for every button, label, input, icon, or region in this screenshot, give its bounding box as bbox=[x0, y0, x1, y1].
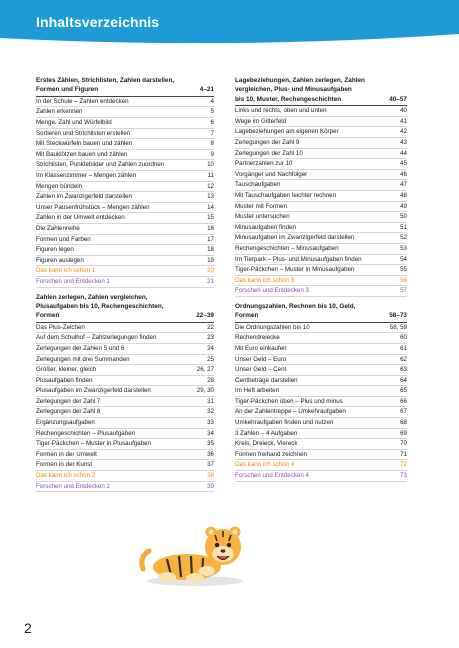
toc-entry-title: Tiger-Päckchen – Muster in Plusaufgaben bbox=[36, 440, 151, 448]
toc-entry-title: Ergänzungsaufgaben bbox=[36, 419, 95, 427]
toc-entry-title: Centbeträge darstellen bbox=[235, 376, 298, 384]
toc-entry-title: Formen in der Umwelt bbox=[36, 450, 97, 458]
toc-entry-title: Zahlen erkennen bbox=[36, 108, 83, 116]
toc-entry-page: 4 bbox=[210, 97, 214, 105]
toc-entry-title: Figuren auslegen bbox=[36, 256, 84, 264]
toc-entry bbox=[36, 407, 214, 418]
section-page-range: 40–57 bbox=[389, 95, 407, 103]
toc-entry-page: 63 bbox=[400, 366, 407, 374]
toc-entry-page: 34 bbox=[207, 429, 214, 437]
toc-entry bbox=[36, 355, 214, 366]
toc-column-right bbox=[235, 76, 407, 487]
toc-entry-page: 32 bbox=[207, 408, 214, 416]
toc-entry-title: Plusaufgaben im Zwanzigerfeld darstellen bbox=[36, 387, 151, 395]
toc-entry-page: 14 bbox=[207, 203, 214, 211]
toc-entry-page: 5 bbox=[210, 108, 214, 116]
toc-entry-title: Unser Geld – Cent bbox=[235, 366, 287, 374]
toc-entry bbox=[36, 97, 214, 108]
toc-entry bbox=[235, 138, 407, 149]
toc-entry bbox=[36, 235, 214, 246]
toc-entry-page: 25 bbox=[207, 355, 214, 363]
toc-entry-page: 8 bbox=[210, 140, 214, 148]
toc-entry bbox=[235, 418, 407, 429]
toc-entry-page: 56 bbox=[400, 276, 407, 284]
toc-entry bbox=[36, 139, 214, 150]
toc-entry-title: Umkehraufgaben finden und nutzen bbox=[235, 419, 334, 427]
toc-entry-title: Im Heft arbeiten bbox=[235, 387, 280, 395]
toc-entry-page: 12 bbox=[207, 182, 214, 190]
toc-entry-page: 10 bbox=[207, 161, 214, 169]
toc-entry-page: 55 bbox=[400, 266, 407, 274]
toc-entry bbox=[235, 233, 407, 244]
toc-entry bbox=[235, 429, 407, 440]
toc-entry bbox=[36, 129, 214, 140]
section-heading bbox=[235, 76, 407, 104]
section-heading-line: Zahlen zerlegen, Zahlen vergleichen, bbox=[36, 293, 148, 301]
toc-entry-page: 29, 30 bbox=[196, 387, 214, 395]
toc-entry-title: Rechengeschichten – Plusaufgaben bbox=[36, 429, 136, 437]
toc-entry bbox=[36, 418, 214, 429]
toc-entry bbox=[36, 397, 214, 408]
toc-entry-page: 26, 27 bbox=[196, 366, 214, 374]
section-heading-line: bis 10, Muster, Rechengeschichten bbox=[235, 95, 342, 103]
toc-entry-page: 33 bbox=[207, 419, 214, 427]
toc-entry bbox=[235, 365, 407, 376]
section-heading bbox=[235, 302, 407, 321]
toc-entry-page: 18 bbox=[207, 246, 214, 254]
toc-section-3 bbox=[235, 76, 407, 297]
toc-entry-page: 71 bbox=[400, 450, 407, 458]
toc-entry-page: 11 bbox=[207, 171, 214, 179]
toc-entry-page: 53 bbox=[400, 244, 407, 252]
toc-entry-title: Das kann ich schon 1 bbox=[36, 267, 96, 275]
toc-entry-title: Das kann ich schon 4 bbox=[235, 461, 295, 469]
toc-entry bbox=[36, 182, 214, 193]
toc-section-2 bbox=[36, 293, 214, 493]
toc-entry-page: 58, 59 bbox=[389, 323, 407, 331]
toc-entry-page: 46 bbox=[400, 170, 407, 178]
toc-entry-page: 36 bbox=[207, 450, 214, 458]
toc-entry-page: 40 bbox=[400, 107, 407, 115]
toc-entry-title: Rechendreiecke bbox=[235, 334, 280, 342]
toc-entry-page: 67 bbox=[400, 408, 407, 416]
toc-entry bbox=[36, 107, 214, 118]
section-heading-line: Formen bbox=[235, 312, 259, 320]
toc-entry bbox=[36, 224, 214, 235]
toc-entry bbox=[36, 256, 214, 267]
toc-entry bbox=[235, 450, 407, 461]
toc-entry-page: 16 bbox=[207, 224, 214, 232]
section-heading-text bbox=[235, 76, 365, 104]
toc-entry bbox=[36, 386, 214, 397]
toc-entry bbox=[36, 482, 214, 493]
toc-entry-title: Rechengeschichten – Minusaufgaben bbox=[235, 244, 339, 252]
section-heading-line: vergleichen, Plus- und Minusaufgaben bbox=[235, 86, 352, 94]
toc-entry bbox=[36, 429, 214, 440]
toc-entry-title: Muster untersuchen bbox=[235, 213, 290, 221]
toc-entry-page: 49 bbox=[400, 202, 407, 210]
toc-entry-title: Unser Pausenfrühstück – Mengen zählen bbox=[36, 203, 150, 211]
toc-entry-page: 7 bbox=[210, 129, 214, 137]
toc-entry-title: Lagebeziehungen am eigenen Körper bbox=[235, 128, 339, 136]
toc-entry bbox=[235, 276, 407, 287]
toc-entry-page: 37 bbox=[207, 461, 214, 469]
toc-entry bbox=[36, 323, 214, 334]
toc-entry bbox=[36, 333, 214, 344]
toc-entry-title: Zerlegungen mit drei Summanden bbox=[36, 355, 130, 363]
toc-entry-title: Forschen und Entdecken 2 bbox=[36, 482, 110, 490]
toc-entry-page: 61 bbox=[400, 344, 407, 352]
toc-entry-page: 43 bbox=[400, 139, 407, 146]
toc-entry-title: 3 Zahlen – 4 Aufgaben bbox=[235, 429, 298, 437]
toc-entry-page: 41 bbox=[400, 117, 407, 125]
toc-entry-page: 45 bbox=[400, 160, 407, 168]
toc-entry-page: 54 bbox=[400, 255, 407, 263]
toc-entry-page: 65 bbox=[400, 387, 407, 395]
toc-entry bbox=[235, 286, 407, 297]
section-heading-line: Erstes Zählen, Strichlisten, Zahlen darstellen, bbox=[36, 77, 175, 84]
toc-entry-title: Strichlisten, Punktebilder und Zahlen zuordnen bbox=[36, 161, 165, 169]
toc-section-1 bbox=[36, 76, 214, 288]
toc-entry-page: 15 bbox=[207, 214, 214, 222]
toc-section-4 bbox=[235, 302, 407, 482]
toc-entry-page: 38 bbox=[207, 472, 214, 480]
toc-entry-title: In der Schule – Zahlen entdecken bbox=[36, 97, 129, 105]
toc-entry-page: 70 bbox=[400, 440, 407, 448]
toc-entry-page: 51 bbox=[400, 223, 407, 231]
toc-entry-title: Im Tierpark – Plus- und Minusaufgaben finden bbox=[235, 255, 362, 263]
toc-entry-page: 64 bbox=[400, 376, 407, 384]
toc-entry bbox=[36, 439, 214, 450]
toc-entry-page: 17 bbox=[207, 235, 214, 243]
toc-entry-page: 62 bbox=[400, 355, 407, 363]
toc-entry-page: 20 bbox=[207, 267, 214, 275]
toc-entry bbox=[36, 118, 214, 129]
toc-entry-title: Menge, Zahl und Würfelbild bbox=[36, 119, 112, 126]
toc-entry-page: 31 bbox=[207, 397, 214, 405]
toc-entry bbox=[36, 277, 214, 288]
toc-entry-page: 35 bbox=[207, 440, 214, 448]
toc-entry bbox=[235, 191, 407, 202]
toc-entry bbox=[36, 150, 214, 161]
toc-entry-title: Das Plus-Zeichen bbox=[36, 323, 85, 331]
toc-entry-page: 9 bbox=[210, 150, 214, 158]
toc-entry-title: Tauschaufgaben bbox=[235, 181, 281, 189]
toc-entry bbox=[36, 376, 214, 387]
toc-entry bbox=[235, 180, 407, 191]
toc-entry-title: Das kann ich schon 2 bbox=[36, 472, 96, 480]
toc-entry-page: 50 bbox=[400, 213, 407, 221]
toc-entry-page: 69 bbox=[400, 429, 407, 437]
toc-entry-title: Die Zahlenreihe bbox=[36, 224, 80, 232]
toc-entry-page: 24 bbox=[207, 344, 214, 352]
page-number: 2 bbox=[24, 620, 32, 636]
toc-entry bbox=[235, 355, 407, 366]
section-page-range: 22–39 bbox=[196, 312, 214, 320]
toc-entry-page: 73 bbox=[400, 472, 407, 480]
toc-entry bbox=[36, 192, 214, 203]
toc-entry bbox=[36, 460, 214, 471]
toc-entry-title: Kreis, Dreieck, Viereck bbox=[235, 440, 298, 448]
toc-entry bbox=[36, 213, 214, 224]
toc-entry bbox=[36, 203, 214, 214]
toc-entry bbox=[235, 149, 407, 160]
toc-entry-title: Mengen bündeln bbox=[36, 182, 83, 190]
toc-entry-title: Das kann ich schon 3 bbox=[235, 276, 295, 284]
toc-entry bbox=[235, 244, 407, 255]
toc-entry bbox=[235, 265, 407, 276]
page-title: Inhaltsverzeichnis bbox=[36, 14, 160, 30]
toc-entry-page: 42 bbox=[400, 128, 407, 136]
toc-entry-title: Minusaufgaben finden bbox=[235, 223, 296, 231]
toc-entry-title: Formen in der Kunst bbox=[36, 461, 93, 469]
section-page-range: 58–73 bbox=[389, 312, 407, 320]
toc-column-left bbox=[36, 76, 214, 497]
section-heading-text bbox=[235, 302, 355, 321]
toc-entry bbox=[235, 323, 407, 334]
toc-entry-page: 21 bbox=[207, 277, 214, 285]
toc-entry-title: Mit Bauklötzen bauen und zählen bbox=[36, 150, 128, 158]
toc-entry bbox=[36, 266, 214, 277]
toc-entry bbox=[36, 245, 214, 256]
toc-entry-page: 44 bbox=[400, 149, 407, 157]
toc-entry-page: 13 bbox=[207, 193, 214, 201]
toc-entry bbox=[235, 255, 407, 266]
toc-entry bbox=[235, 170, 407, 181]
toc-entry bbox=[235, 127, 407, 138]
toc-entry-page: 23 bbox=[207, 334, 214, 342]
section-heading-text bbox=[36, 76, 174, 95]
toc-entry-page: 57 bbox=[400, 287, 407, 295]
toc-entry-page: 47 bbox=[400, 181, 407, 189]
toc-entry-title: Tiger-Päckchen üben – Plus und minus bbox=[235, 397, 343, 405]
header-wave-decoration bbox=[0, 30, 459, 46]
toc-entry-page: 60 bbox=[400, 334, 407, 342]
toc-entry-title: Sortieren und Strichlisten erstellen bbox=[36, 129, 131, 137]
toc-entry bbox=[36, 160, 214, 171]
section-heading-line: Ordnungszahlen, Rechnen bis 10, Geld, bbox=[235, 302, 356, 310]
toc-entry bbox=[235, 106, 407, 117]
toc-entry bbox=[235, 407, 407, 418]
toc-entry-title: Zerlegungen der Zahl 9 bbox=[235, 139, 300, 146]
toc-entry bbox=[36, 344, 214, 355]
toc-entry-page: 72 bbox=[400, 461, 407, 469]
toc-entry-title: Zerlegungen der Zahlen 5 und 6 bbox=[36, 344, 125, 352]
toc-entry-title: Minusaufgaben im Zwanzigerfeld darstellen bbox=[235, 234, 355, 242]
toc-entry-title: Partnerzahlen zur 10 bbox=[235, 160, 293, 168]
toc-entry-title: Größer, kleiner, gleich bbox=[36, 366, 97, 374]
section-page-range: 4–21 bbox=[199, 86, 214, 94]
toc-entry bbox=[235, 439, 407, 450]
toc-entry-page: 22 bbox=[207, 323, 214, 331]
toc-entry-title: Zahlen in der Umwelt entdecken bbox=[36, 214, 125, 222]
tiger-mascot-illustration bbox=[137, 517, 247, 587]
toc-entry bbox=[235, 202, 407, 213]
toc-entry-title: Zerlegungen der Zahl 7 bbox=[36, 397, 101, 405]
toc-entry-title: Mit Euro einkaufen bbox=[235, 344, 287, 352]
toc-entry-page: 66 bbox=[400, 397, 407, 405]
toc-entry-title: Formen freihand zeichnen bbox=[235, 450, 307, 458]
toc-entry-page: 52 bbox=[400, 234, 407, 242]
toc-entry bbox=[235, 117, 407, 128]
toc-entry-title: Mit Tauschaufgaben leichter rechnen bbox=[235, 191, 337, 199]
toc-entry bbox=[235, 159, 407, 170]
toc-entry bbox=[36, 450, 214, 461]
toc-entry-title: Unser Geld – Euro bbox=[235, 355, 287, 363]
toc-entry-title: Zahlen im Zwanzigerfeld darstellen bbox=[36, 193, 132, 201]
toc-entry bbox=[36, 171, 214, 182]
toc-entry bbox=[235, 376, 407, 387]
toc-entry-title: Zerlegungen der Zahl 8 bbox=[36, 408, 101, 416]
toc-entry-page: 39 bbox=[207, 482, 214, 490]
toc-entry bbox=[235, 386, 407, 397]
toc-entry bbox=[235, 344, 407, 355]
toc-entry-title: Vorgänger und Nachfolger bbox=[235, 170, 308, 178]
section-heading-line: Lagebeziehungen, Zahlen zerlegen, Zahlen bbox=[235, 77, 365, 84]
toc-entry-title: Tiger-Päckchen – Muster in Minusaufgaben bbox=[235, 266, 355, 274]
toc-entry bbox=[235, 333, 407, 344]
toc-entry-title: Forschen und Entdecken 4 bbox=[235, 472, 309, 480]
toc-entry-title: Links und rechts, oben und unten bbox=[235, 107, 327, 115]
toc-entry-page: 19 bbox=[207, 256, 214, 264]
toc-entry-page: 28 bbox=[207, 376, 214, 384]
toc-entry-page: 48 bbox=[400, 191, 407, 199]
toc-entry-title: Mit Steckwürfeln bauen und zählen bbox=[36, 140, 133, 148]
section-heading bbox=[36, 76, 214, 95]
toc-entry bbox=[36, 365, 214, 376]
section-heading-line: Formen und Figuren bbox=[36, 86, 99, 94]
toc-entry-title: Figuren legen bbox=[36, 246, 74, 254]
toc-entry-page: 68 bbox=[400, 419, 407, 427]
toc-entry-title: Wege im Gitterfeld bbox=[235, 117, 287, 125]
toc-entry bbox=[235, 223, 407, 234]
section-heading-text bbox=[36, 293, 164, 321]
toc-entry-page: 6 bbox=[210, 119, 214, 126]
toc-entry bbox=[235, 460, 407, 471]
toc-entry-title: Auf dem Schulhof – Zahlzerlegungen finden bbox=[36, 334, 157, 342]
section-heading-line: Formen bbox=[36, 312, 60, 320]
toc-entry-title: Forschen und Entdecken 3 bbox=[235, 287, 309, 295]
toc-entry-title: Forschen und Entdecken 1 bbox=[36, 277, 110, 285]
header-banner bbox=[0, 0, 459, 44]
toc-entry-title: Muster mit Formen bbox=[235, 202, 287, 210]
toc-entry-title: Die Ordnungszahlen bis 10 bbox=[235, 323, 310, 331]
toc-entry bbox=[235, 471, 407, 482]
toc-entry-title: Im Klassenzimmer – Mengen zählen bbox=[36, 171, 137, 179]
section-heading-line: Plusaufgaben bis 10, Rechengeschichten, bbox=[36, 302, 164, 310]
toc-entry bbox=[235, 397, 407, 408]
toc-entry-title: Zerlegungen der Zahl 10 bbox=[235, 149, 303, 157]
toc-entry-title: Formen und Farben bbox=[36, 235, 91, 243]
toc-entry bbox=[36, 471, 214, 482]
section-heading bbox=[36, 293, 214, 321]
toc-entry bbox=[235, 212, 407, 223]
toc-entry-title: Plusaufgaben finden bbox=[36, 376, 93, 384]
toc-entry-title: An der Zahlentreppe – Umkehraufgaben bbox=[235, 408, 346, 416]
